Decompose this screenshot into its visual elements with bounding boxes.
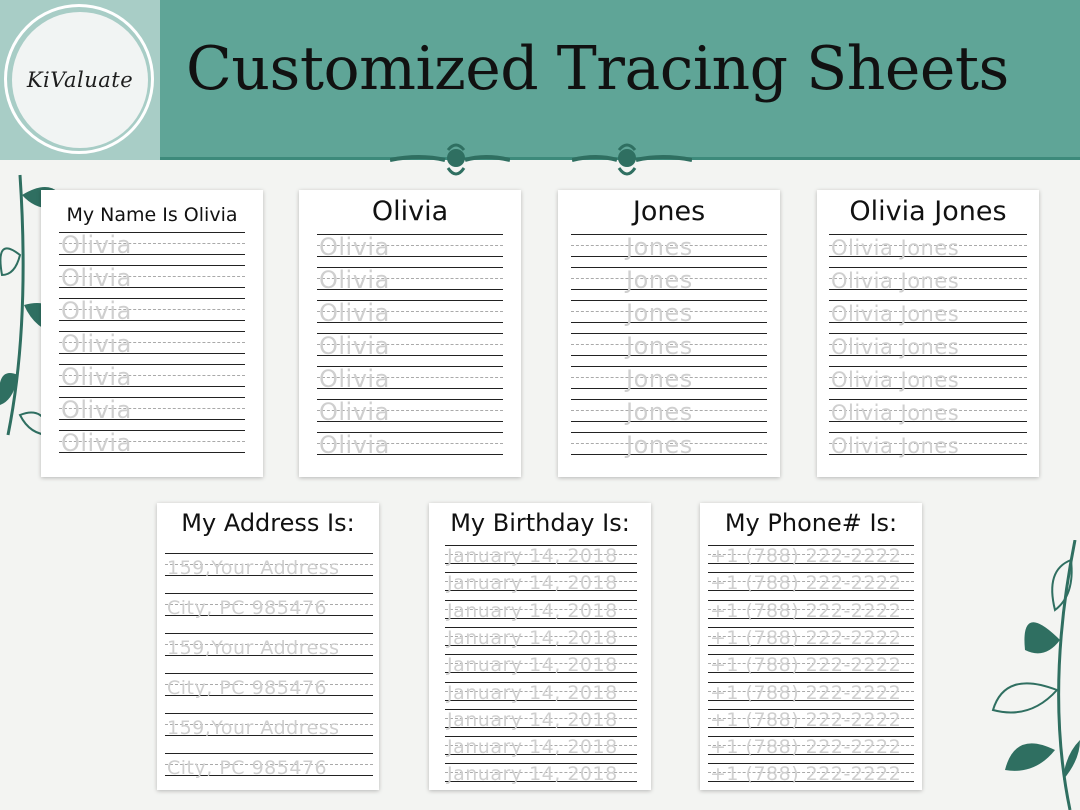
guide-line-top <box>165 713 373 714</box>
trace-text: +1 (788) 222-2222 <box>710 545 902 567</box>
tracing-row <box>317 431 503 459</box>
tracing-row <box>59 264 245 292</box>
trace-text: 159,Your Address <box>167 717 340 739</box>
guide-line-top <box>165 553 373 554</box>
tracing-rows <box>317 234 503 464</box>
trace-text: January 14, 2018 <box>447 708 618 731</box>
tracing-row <box>571 365 767 393</box>
tracing-row <box>445 654 637 677</box>
logo-panel <box>0 0 160 160</box>
guide-line-top <box>165 673 373 674</box>
tracing-row <box>445 545 637 567</box>
trace-text: Jones <box>626 266 693 294</box>
trace-text: Jones <box>626 365 693 393</box>
trace-text: Olivia Jones <box>831 434 960 458</box>
tracing-row <box>571 398 767 426</box>
tracing-row <box>165 713 373 739</box>
tracing-rows <box>571 234 767 464</box>
sheet-title: My Name Is Olivia <box>66 204 238 226</box>
trace-text: Olivia Jones <box>831 401 960 425</box>
tracing-sheet-full-name <box>817 190 1039 477</box>
trace-text: City, PC 985476 <box>167 677 328 699</box>
tracing-row <box>829 333 1027 359</box>
trace-text: +1 (788) 222-2222 <box>710 681 902 704</box>
guide-line-top <box>829 399 1027 400</box>
trace-text: January 14, 2018 <box>447 736 618 759</box>
tracing-row <box>829 267 1027 293</box>
tracing-row <box>59 363 245 391</box>
trace-text: Olivia <box>61 297 132 325</box>
tracing-row <box>317 332 503 360</box>
leaf-branch-right-icon <box>985 540 1080 810</box>
trace-text: January 14, 2018 <box>447 572 618 595</box>
tracing-row <box>445 763 637 786</box>
ornament-left <box>390 140 510 180</box>
tracing-rows <box>165 553 373 783</box>
tracing-row <box>708 599 914 622</box>
trace-text: January 14, 2018 <box>447 763 618 786</box>
tracing-row <box>571 299 767 327</box>
trace-text: Olivia <box>61 330 132 358</box>
trace-text: Olivia <box>61 363 132 391</box>
tracing-row <box>165 553 373 579</box>
trace-text: Olivia <box>319 332 390 360</box>
guide-line-top <box>829 300 1027 301</box>
guide-line-top <box>829 432 1027 433</box>
sheet-title: My Address Is: <box>181 509 355 537</box>
tracing-sheet-phone <box>700 503 922 790</box>
guide-line-top <box>829 366 1027 367</box>
tracing-row <box>829 432 1027 458</box>
tracing-row <box>317 299 503 327</box>
trace-text: 159,Your Address <box>167 637 340 659</box>
trace-text: City, PC 985476 <box>167 757 328 779</box>
trace-text: 159,Your Address <box>167 557 340 579</box>
tracing-row <box>165 593 373 619</box>
trace-text: +1 (788) 222-2222 <box>710 626 902 649</box>
trace-text: Olivia <box>61 396 132 424</box>
tracing-row <box>59 231 245 259</box>
trace-text: Jones <box>626 233 693 261</box>
guide-line-top <box>829 267 1027 268</box>
tracing-rows <box>708 545 914 785</box>
tracing-row <box>445 572 637 595</box>
tracing-row <box>708 626 914 649</box>
trace-text: Olivia Jones <box>831 236 960 260</box>
trace-text: +1 (788) 222-2222 <box>710 599 902 622</box>
tracing-row <box>829 366 1027 392</box>
sheet-title: My Birthday Is: <box>450 509 630 537</box>
trace-text: January 14, 2018 <box>447 626 618 649</box>
guide-line-top <box>829 333 1027 334</box>
tracing-row <box>571 431 767 459</box>
tracing-row <box>708 736 914 759</box>
trace-text: Olivia <box>319 431 390 459</box>
tracing-row <box>165 753 373 779</box>
trace-text: City, PC 985476 <box>167 597 328 619</box>
tracing-row <box>165 633 373 659</box>
tracing-row <box>708 708 914 731</box>
tracing-row <box>708 654 914 677</box>
tracing-sheet-first-name <box>299 190 521 477</box>
tracing-row <box>445 599 637 622</box>
tracing-row <box>571 233 767 261</box>
tracing-row <box>317 233 503 261</box>
sheet-title: My Phone# Is: <box>724 509 898 537</box>
trace-text: Olivia <box>61 264 132 292</box>
trace-text: Jones <box>626 299 693 327</box>
trace-text: Olivia Jones <box>831 302 960 326</box>
tracing-row <box>708 681 914 704</box>
tracing-sheet-address <box>157 503 379 790</box>
trace-text: Jones <box>626 398 693 426</box>
tracing-row <box>59 297 245 325</box>
tracing-row <box>445 626 637 649</box>
tracing-row <box>445 736 637 759</box>
tracing-row <box>829 399 1027 425</box>
tracing-row <box>165 673 373 699</box>
tracing-sheet-name-is <box>41 190 263 477</box>
trace-text: +1 (788) 222-2222 <box>710 736 902 759</box>
logo-badge <box>12 12 148 148</box>
logo-text: KiValuate <box>26 68 134 92</box>
trace-text: +1 (788) 222-2222 <box>710 572 902 595</box>
trace-text: Olivia <box>319 365 390 393</box>
tracing-row <box>571 332 767 360</box>
tracing-row <box>708 763 914 786</box>
tracing-row <box>445 681 637 704</box>
tracing-row <box>571 266 767 294</box>
trace-text: Olivia Jones <box>831 368 960 392</box>
tracing-rows <box>829 234 1027 464</box>
tracing-row <box>708 572 914 595</box>
trace-text: Olivia <box>319 398 390 426</box>
tracing-sheet-birthday <box>429 503 651 790</box>
sheet-title: Olivia <box>371 196 449 227</box>
tracing-row <box>708 545 914 567</box>
guide-line-top <box>165 633 373 634</box>
page-title: Customized Tracing Sheets <box>186 34 1009 104</box>
trace-text: Jones <box>626 332 693 360</box>
trace-text: Jones <box>626 431 693 459</box>
trace-text: Olivia Jones <box>831 269 960 293</box>
tracing-row <box>59 429 245 457</box>
guide-line-top <box>165 753 373 754</box>
tracing-row <box>59 330 245 358</box>
trace-text: January 14, 2018 <box>447 654 618 677</box>
trace-text: +1 (788) 222-2222 <box>710 654 902 677</box>
trace-text: Olivia <box>319 266 390 294</box>
trace-text: Olivia <box>319 299 390 327</box>
tracing-row <box>829 300 1027 326</box>
guide-line-top <box>829 234 1027 235</box>
trace-text: +1 (788) 222-2222 <box>710 708 902 731</box>
tracing-row <box>317 266 503 294</box>
sheet-title: Jones <box>632 196 706 227</box>
tracing-row <box>829 234 1027 260</box>
trace-text: January 14, 2018 <box>447 681 618 704</box>
tracing-row <box>59 396 245 424</box>
trace-text: Olivia <box>61 231 132 259</box>
trace-text: Olivia <box>319 233 390 261</box>
tracing-rows <box>445 545 637 785</box>
tracing-sheet-last-name <box>558 190 780 477</box>
tracing-row <box>445 708 637 731</box>
trace-text: Olivia Jones <box>831 335 960 359</box>
sheet-title: Olivia Jones <box>849 196 1007 227</box>
tracing-rows <box>59 232 245 462</box>
guide-line-top <box>165 593 373 594</box>
trace-text: Olivia <box>61 429 132 457</box>
ornament-right <box>572 140 692 180</box>
trace-text: +1 (788) 222-2222 <box>710 763 902 786</box>
tracing-row <box>317 398 503 426</box>
trace-text: January 14, 2018 <box>447 545 618 567</box>
tracing-row <box>317 365 503 393</box>
trace-text: January 14, 2018 <box>447 599 618 622</box>
